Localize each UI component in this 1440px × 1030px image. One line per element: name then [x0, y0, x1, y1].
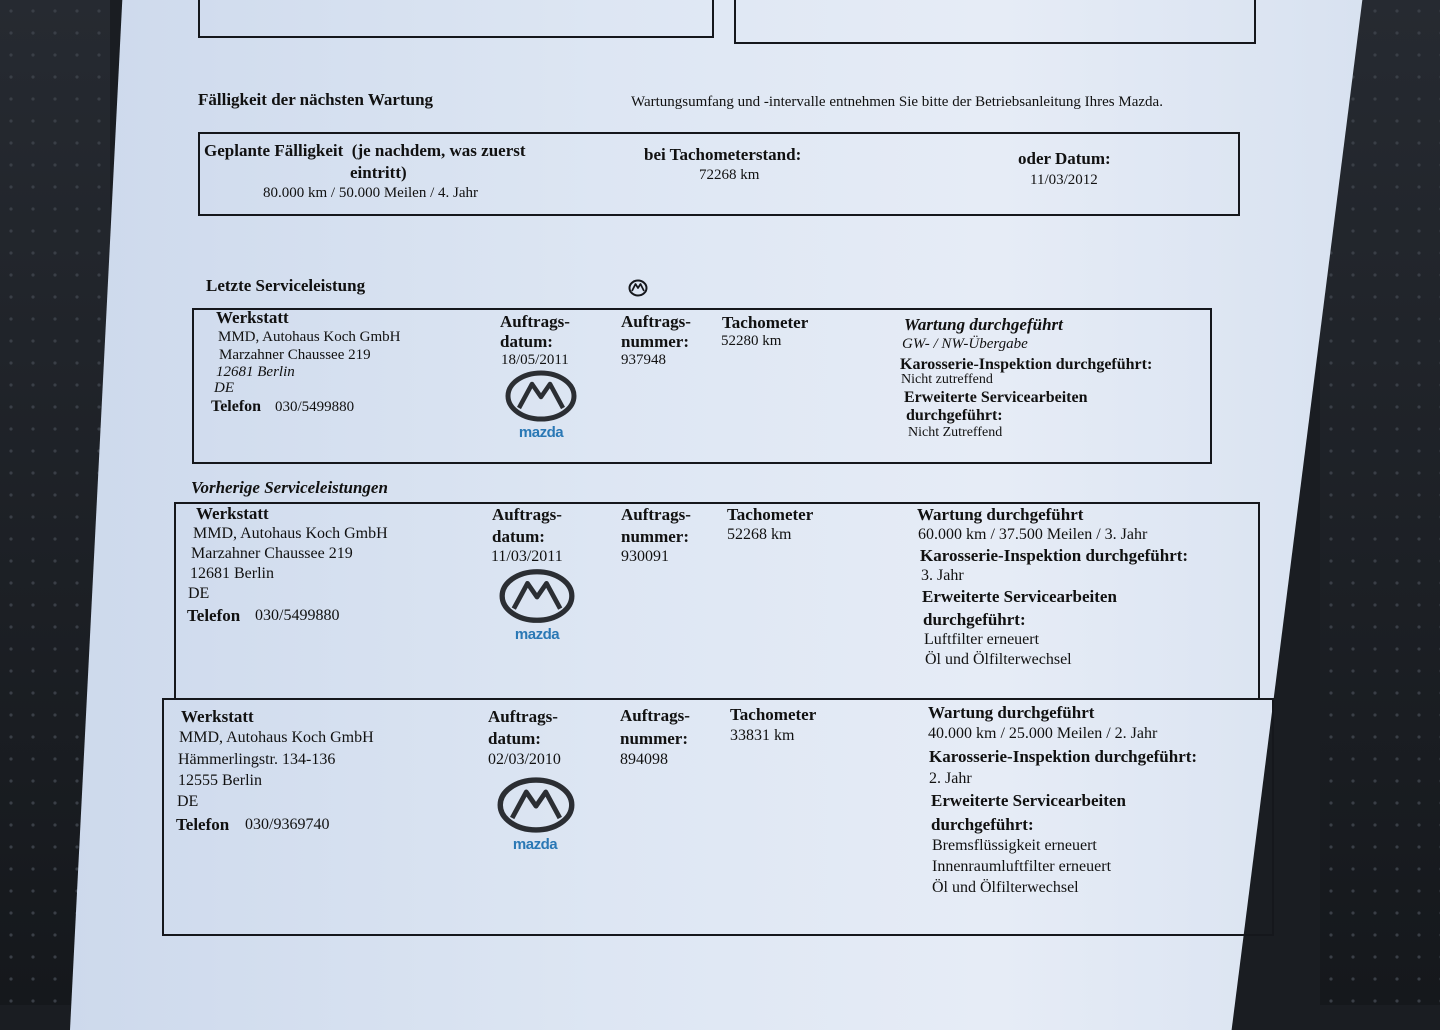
- phone-value: 030/5499880: [255, 607, 340, 624]
- mazda-logo: [503, 370, 579, 441]
- phone-label: Telefon: [176, 815, 230, 834]
- order-number-label-1: Auftrags-: [620, 706, 690, 725]
- order-date-label-1: Auftrags-: [500, 312, 570, 331]
- maintenance-value: 40.000 km / 25.000 Meilen / 2. Jahr: [928, 725, 1158, 742]
- odometer-value: 52280 km: [721, 333, 782, 349]
- extended-item: Öl und Ölfilterwechsel: [925, 651, 1072, 668]
- odometer-label: Tachometer: [727, 505, 814, 524]
- maintenance-label: Wartung durchgeführt: [928, 703, 1095, 722]
- order-date-value: 18/05/2011: [501, 352, 569, 368]
- phone-value: 030/5499880: [275, 399, 355, 415]
- order-date-value: 11/03/2011: [491, 548, 563, 565]
- maintenance-value: 60.000 km / 37.500 Meilen / 3. Jahr: [918, 526, 1148, 543]
- maintenance-label: Wartung durchgeführt: [917, 505, 1084, 524]
- extended-item: Innenraumluftfilter erneuert: [932, 858, 1112, 875]
- mazda-emblem-icon: [497, 776, 575, 834]
- odometer-value: 33831 km: [730, 727, 795, 744]
- extended-item: Nicht Zutreffend: [908, 425, 1003, 440]
- mazda-logo: [499, 568, 575, 643]
- phone-label: Telefon: [211, 398, 262, 415]
- date-value: 11/03/2012: [1030, 172, 1098, 188]
- empty-box-right: [734, 0, 1256, 44]
- extended-label-2: durchgeführt:: [906, 407, 1003, 424]
- next-service-heading: Fälligkeit der nächsten Wartung: [198, 90, 434, 109]
- workshop-city: 12555 Berlin: [178, 772, 262, 789]
- mazda-wordmark: mazda: [514, 626, 560, 643]
- order-date-label-2: datum:: [488, 729, 541, 748]
- workshop-country: DE: [188, 585, 210, 602]
- order-number-value: 894098: [620, 751, 668, 768]
- workshop-street: Marzahner Chaussee 219: [219, 347, 371, 363]
- workshop-label: Werkstatt: [216, 308, 289, 327]
- body-inspection-value: Nicht zutreffend: [901, 372, 993, 387]
- extended-label-1: Erweiterte Servicearbeiten: [904, 389, 1088, 406]
- manual-note: Wartungsumfang und -intervalle entnehmen Sie bitte der Betriebsanleitung Ihres Mazda.: [631, 94, 1163, 110]
- phone-label: Telefon: [187, 606, 241, 625]
- mazda-wordmark: mazda: [512, 836, 558, 853]
- odometer-label: Tachometer: [722, 313, 809, 332]
- odometer-value: 72268 km: [699, 167, 760, 183]
- odometer-label: bei Tachometerstand:: [644, 145, 802, 164]
- order-number-value: 930091: [621, 548, 669, 565]
- planned-value: 80.000 km / 50.000 Meilen / 4. Jahr: [263, 185, 478, 201]
- date-label: oder Datum:: [1018, 149, 1111, 168]
- body-inspection-value: 3. Jahr: [921, 567, 964, 584]
- workshop-label: Werkstatt: [196, 504, 269, 523]
- workshop-country: DE: [214, 380, 234, 396]
- extended-item: Bremsflüssigkeit erneuert: [932, 837, 1097, 854]
- workshop-street: Marzahner Chaussee 219: [191, 545, 353, 562]
- maintenance-value: GW- / NW-Übergabe: [902, 336, 1028, 352]
- odometer-value: 52268 km: [727, 526, 792, 543]
- workshop-label: Werkstatt: [181, 707, 254, 726]
- mazda-wordmark: mazda: [518, 424, 564, 441]
- mazda-emblem-icon: [505, 370, 577, 422]
- extended-label-1: Erweiterte Servicearbeiten: [922, 587, 1117, 606]
- planned-label-line1: Geplante Fälligkeit (je nachdem, was zuerst: [204, 141, 526, 160]
- workshop-name: MMD, Autohaus Koch GmbH: [179, 729, 374, 746]
- extended-item: Luftfilter erneuert: [924, 631, 1040, 648]
- maintenance-label: Wartung durchgeführt: [904, 315, 1063, 334]
- extended-label-2: durchgeführt:: [923, 610, 1026, 629]
- order-date-label-1: Auftrags-: [488, 707, 558, 726]
- order-number-label-1: Auftrags-: [621, 505, 691, 524]
- body-inspection-label: Karosserie-Inspektion durchgeführt:: [920, 546, 1189, 565]
- workshop-name: MMD, Autohaus Koch GmbH: [193, 525, 388, 542]
- workshop-country: DE: [177, 793, 199, 810]
- order-number-label-2: nummer:: [621, 332, 689, 351]
- mazda-emblem-icon: [499, 568, 575, 624]
- order-number-label-1: Auftrags-: [621, 312, 691, 331]
- body-inspection-label: Karosserie-Inspektion durchgeführt:: [929, 747, 1198, 766]
- order-number-value: 937948: [621, 352, 666, 368]
- order-number-label-2: nummer:: [621, 527, 689, 546]
- planned-label-line2: eintritt): [350, 163, 407, 182]
- extended-item: Öl und Ölfilterwechsel: [932, 879, 1079, 896]
- order-date-value: 02/03/2010: [488, 751, 561, 768]
- order-date-label-2: datum:: [492, 527, 545, 546]
- body-inspection-label: Karosserie-Inspektion durchgeführt:: [900, 356, 1153, 373]
- workshop-name: MMD, Autohaus Koch GmbH: [218, 329, 401, 345]
- small-mazda-icon: [628, 278, 648, 303]
- workshop-city: 12681 Berlin: [216, 364, 295, 380]
- phone-value: 030/9369740: [245, 816, 330, 833]
- odometer-label: Tachometer: [730, 705, 817, 724]
- mazda-logo: [497, 776, 573, 853]
- empty-box-left: [198, 0, 714, 38]
- order-number-label-2: nummer:: [620, 729, 688, 748]
- extended-label-1: Erweiterte Servicearbeiten: [931, 791, 1126, 810]
- extended-label-2: durchgeführt:: [931, 815, 1034, 834]
- body-inspection-value: 2. Jahr: [929, 770, 972, 787]
- last-service-heading: Letzte Serviceleistung: [206, 276, 366, 295]
- order-date-label-2: datum:: [500, 332, 553, 351]
- previous-services-heading: Vorherige Serviceleistungen: [191, 478, 388, 497]
- workshop-street: Hämmerlingstr. 134-136: [178, 751, 336, 768]
- workshop-city: 12681 Berlin: [190, 565, 274, 582]
- order-date-label-1: Auftrags-: [492, 505, 562, 524]
